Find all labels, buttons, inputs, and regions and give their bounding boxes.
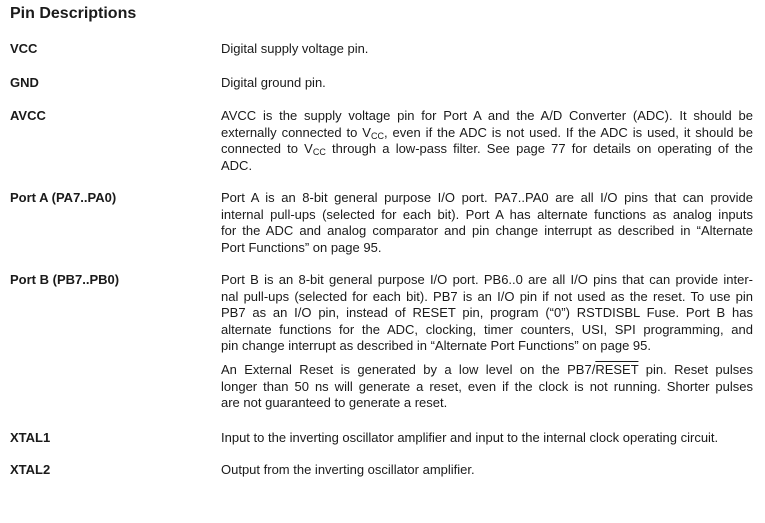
- text-line: AVCC is the supply voltage pin for Port A and the A/D Converter (ADC). It should be: [221, 108, 753, 123]
- text-line: An External Reset is generated by a low level on the PB7/RESET pin. Reset pulses: [221, 362, 754, 377]
- pin-label: AVCC: [10, 108, 46, 123]
- pin-description: [221, 272, 753, 355]
- text-line: Port B is an 8-bit general purpose I/O port. PB6..0 are all I/O pins that can provide inter-: [221, 272, 753, 287]
- reset-overline-text: RESET: [595, 362, 639, 377]
- text-line: connected to $V_{CC}$ through a low-pass filter. See page 77 for details on operating of the: [221, 141, 753, 157]
- text-line: pin change interrupt as described in “Alternate Port Functions” on page 95.: [221, 338, 651, 353]
- text-line: Port A is an 8-bit general purpose I/O port. PA7..PA0 are all I/O pins that can provide: [221, 190, 753, 205]
- text-line: PB7 as an I/O pin, instead of RESET pin, program (“0”) RSTDISBL Fuse. Port B has: [221, 305, 753, 320]
- pin-label: Port A (PA7..PA0): [10, 190, 117, 205]
- pin-description: Input to the inverting oscillator amplifier and input to the internal clock operating circuit.: [221, 430, 719, 445]
- pin-label: XTAL2: [10, 462, 51, 477]
- pin-label: XTAL1: [10, 430, 51, 445]
- pin-description: [221, 362, 753, 412]
- pin-description: Digital ground pin.: [221, 75, 326, 90]
- pin-description: Output from the inverting oscillator amplifier.: [221, 462, 475, 477]
- text-line: ADC.: [221, 157, 253, 173]
- pin-description: Digital supply voltage pin.: [221, 41, 369, 56]
- pin-label: GND: [10, 75, 39, 90]
- text-line: nal pull-ups (selected for each bit). PB7 is an I/O pin if not used as the reset. To use pin: [221, 288, 753, 304]
- pin-label: Port B (PB7..PB0): [10, 272, 120, 287]
- text-line: for the ADC and analog comparator and pin change interrupt as described in “Alternate: [221, 223, 753, 238]
- text-line: longer than 50 ns will generate a reset, even if the clock is not running. Shorter pulses: [221, 378, 753, 394]
- text-line: externally connected to $V_{CC}$, even if the ADC is not used. If the ADC is used, it should be: [221, 124, 753, 141]
- pin-label: VCC: [10, 41, 38, 56]
- text-line: Port Functions” on page 95.: [221, 239, 382, 255]
- pin-description: [221, 190, 753, 256]
- pin-description: [221, 108, 753, 174]
- text-line: are not guaranteed to generate a reset.: [221, 395, 448, 410]
- text-line: alternate functions for the ADC, clocking, timer counters, USI, SPI programming, and: [221, 321, 753, 337]
- section-heading: Pin Descriptions: [10, 5, 137, 22]
- text-line: internal pull-ups (selected for each bit). Port A has alternate functions as analog inputs: [221, 206, 753, 222]
